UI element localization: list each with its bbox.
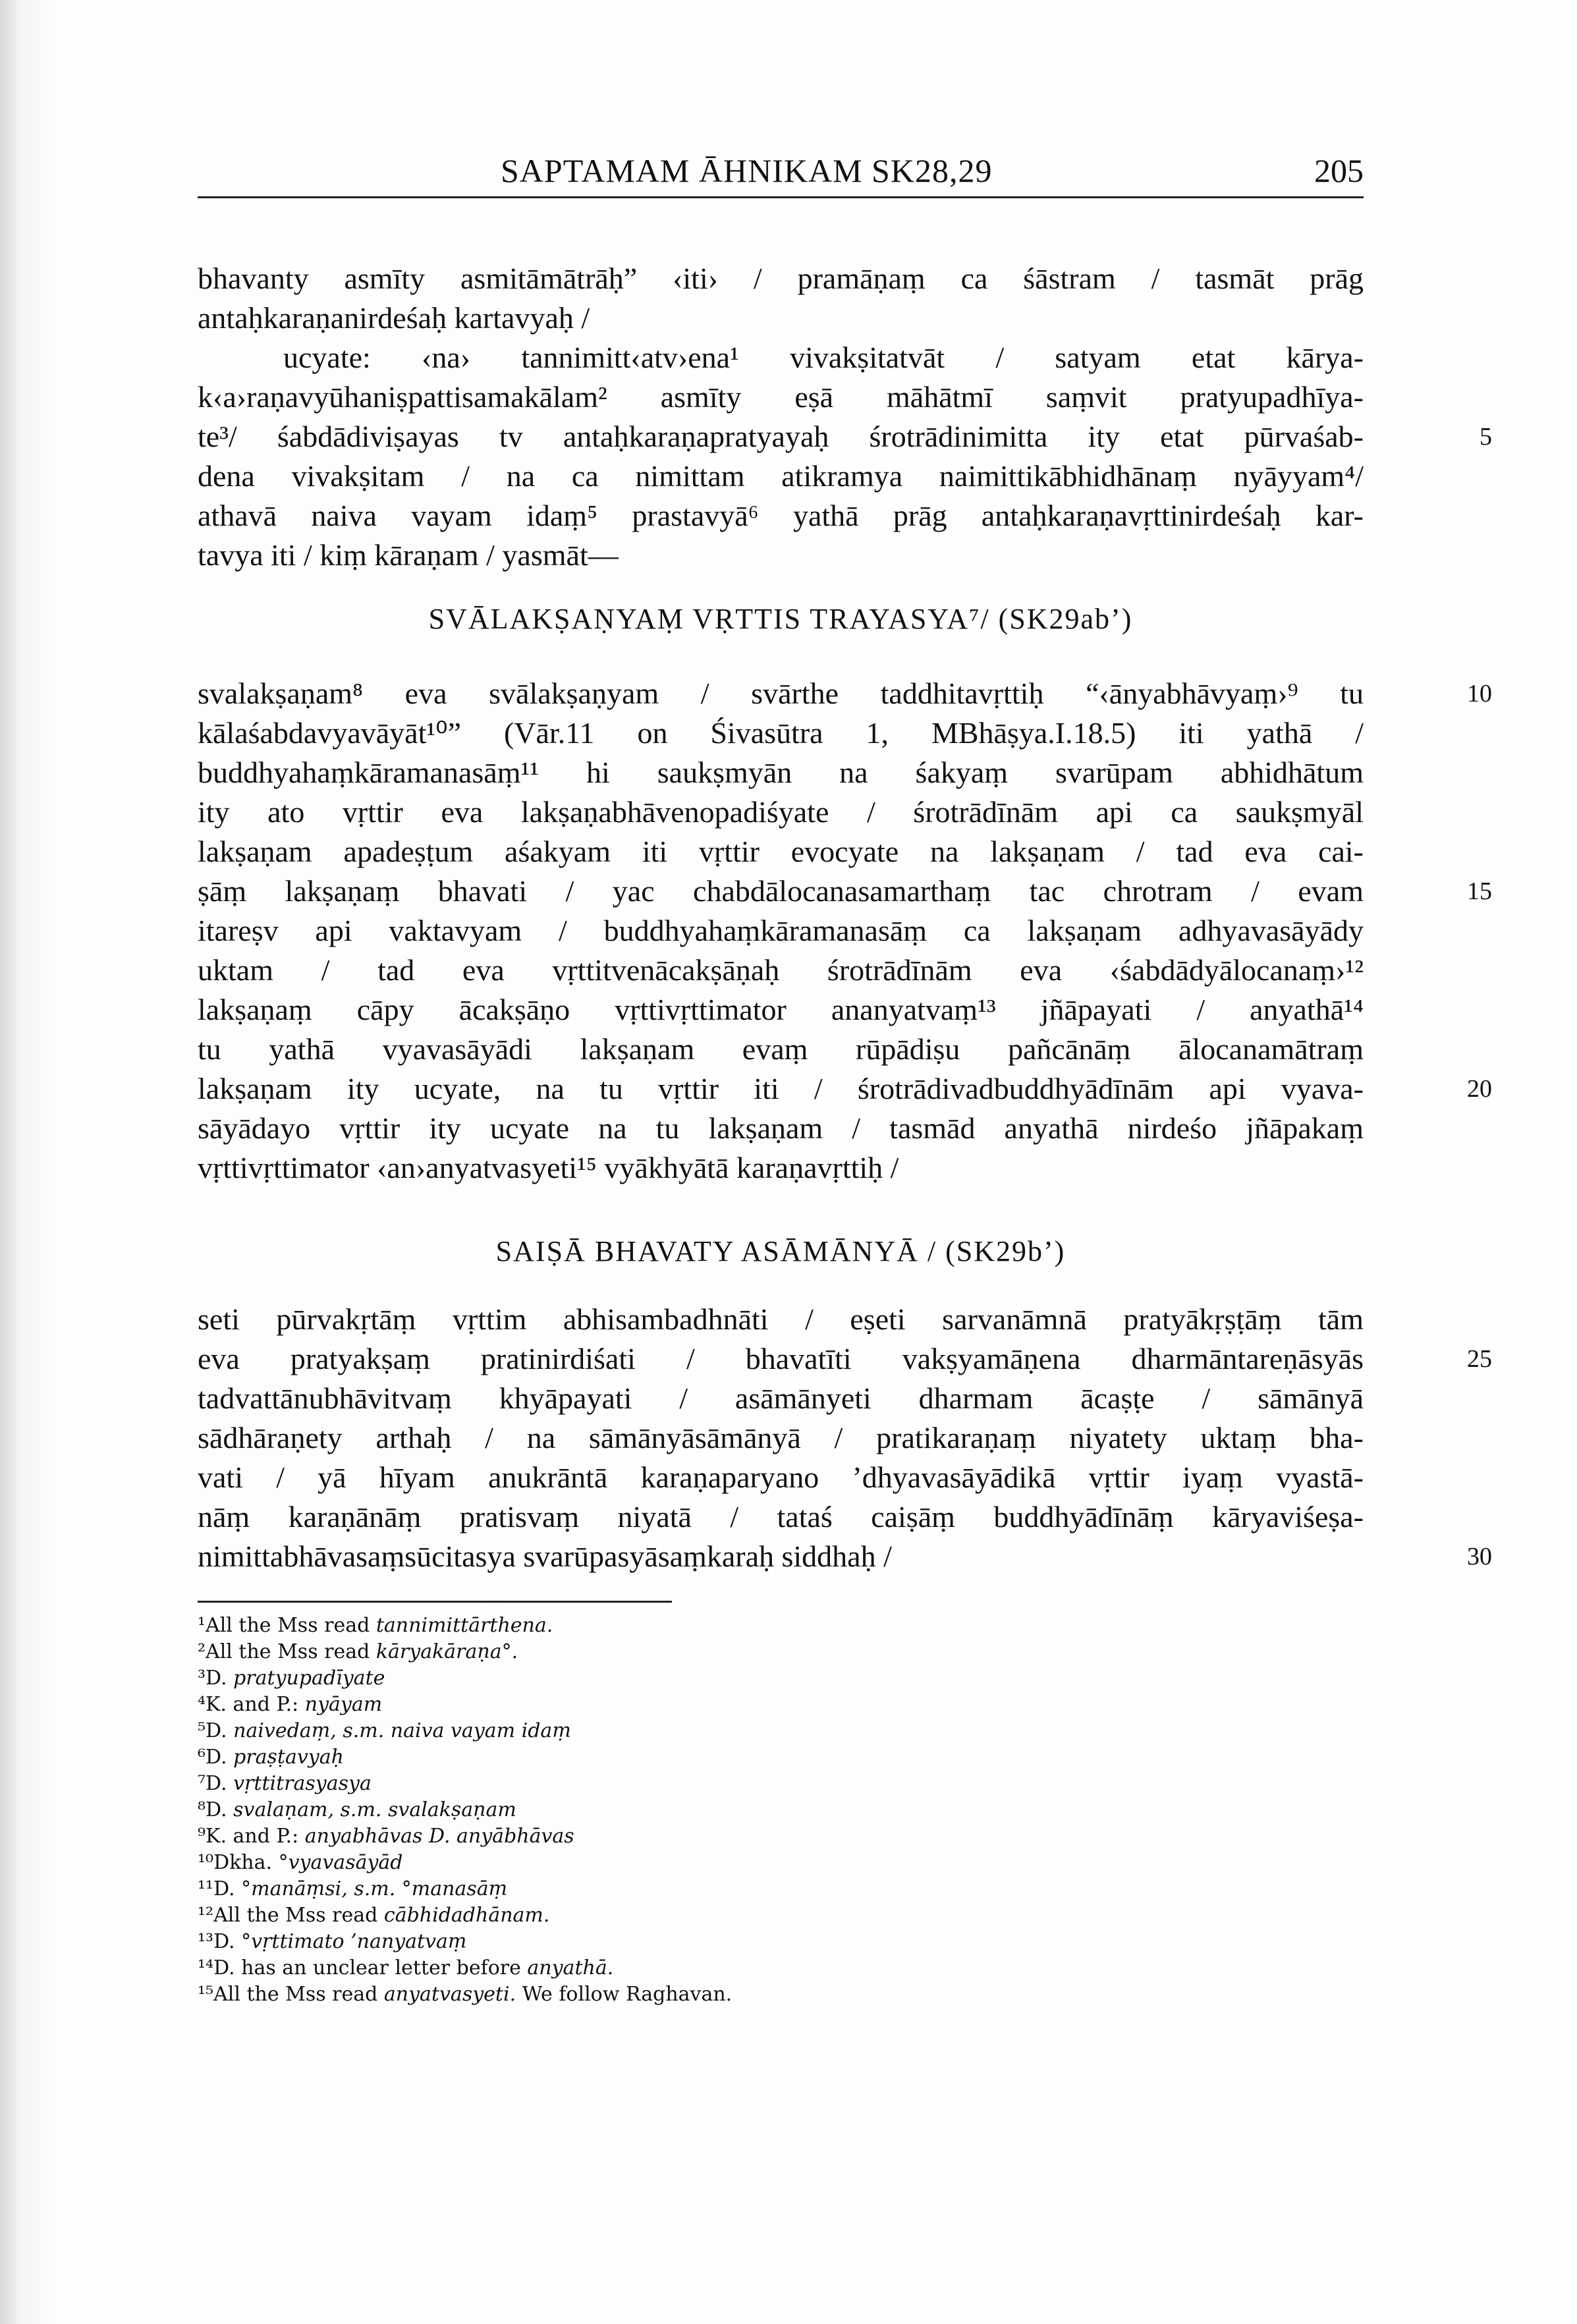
footnote: ⁷D. vṛttitrasyasya <box>198 1772 372 1795</box>
text-line: vati / yā hīyam anukrāntā karaṇaparyano ’dhyavasāyādikā vṛttir iyaṃ vyastā- <box>198 1460 1364 1494</box>
text-line: ṣāṃ lakṣaṇaṃ bhavati / yac chabdālocanasamarthaṃ tac chrotram / evam <box>198 874 1364 908</box>
line-number: 25 <box>1467 1345 1492 1373</box>
footnote: ¹¹D. °manāṃsi, s.m. °manasāṃ <box>198 1877 508 1900</box>
footnote: ⁵D. naivedaṃ, s.m. naiva vayam idaṃ <box>198 1719 571 1742</box>
footnote: ³D. pratyupadīyate <box>198 1667 385 1690</box>
text-line: ity ato vṛttir eva lakṣaṇabhāvenopadiśyate / śrotrādīnām api ca saukṣmyāl <box>198 795 1364 829</box>
footnote: ¹All the Mss read tannimittārthena. <box>198 1614 553 1637</box>
line-number: 10 <box>1467 680 1492 707</box>
section-heading: SAIṢĀ BHAVATY ASĀMĀNYĀ / (SK29b’) <box>495 1235 1066 1267</box>
footnote: ⁹K. and P.: anyabhāvas D. anyābhāvas <box>198 1825 574 1848</box>
line-number: 20 <box>1467 1075 1492 1103</box>
footnote: ⁴K. and P.: nyāyam <box>198 1693 383 1716</box>
text-line: nimittabhāvasaṃsūcitasya svarūpasyāsaṃkaraḥ siddhaḥ / <box>198 1539 892 1573</box>
text-line: sāyādayo vṛttir ity ucyate na tu lakṣaṇam / tasmād anyathā nirdeśo jñāpakaṃ <box>198 1111 1364 1145</box>
text-line: svalakṣaṇam⁸ eva svālakṣaṇyam / svārthe taddhitavṛttiḥ “‹ānyabhāvyaṃ›⁹ tu <box>198 677 1364 710</box>
text-line: kālaśabdavyavāyāt¹⁰” (Vār.11 on Śivasūtra 1, MBhāṣya.I.18.5) iti yathā / <box>198 716 1364 750</box>
text-line: eva pratyakṣaṃ pratinirdiśati / bhavatīti vakṣyamāṇena dharmāntareṇāsyās <box>198 1342 1364 1375</box>
footnote: ¹⁴D. has an unclear letter before anyathā. <box>198 1956 614 1979</box>
text-line: vṛttivṛttimator ‹an›anyatvasyeti¹⁵ vyākhyātā karaṇavṛttiḥ / <box>198 1151 899 1184</box>
footnote: ¹⁵All the Mss read anyatvasyeti. We follow Raghavan. <box>198 1983 733 2006</box>
text-line: bhavanty asmīty asmitāmātrāḥ” ‹iti› / pramāṇaṃ ca śāstram / tasmāt prāg <box>198 262 1364 295</box>
section-heading: SVĀLAKṢAṆYAṂ VṚTTIS TRAYASYA⁷/ (SK29ab’) <box>428 603 1133 635</box>
text-line: lakṣaṇam ity ucyate, na tu vṛttir iti / śrotrādivadbuddhyādīnām api vyava- <box>198 1072 1364 1105</box>
text-line: dena vivakṣitam / na ca nimittam atikramya naimittikābhidhānaṃ nyāyyam⁴/ <box>198 459 1364 493</box>
footnote-rule <box>198 1601 672 1603</box>
text-line: tavya iti / kiṃ kāraṇam / yasmāt— <box>198 538 619 572</box>
running-header <box>198 144 1364 198</box>
text-line: tadvattānubhāvitvaṃ khyāpayati / asāmānyeti dharmam ācaṣṭe / sāmānyā <box>198 1381 1364 1415</box>
text-line: itareṣv api vaktavyam / buddhyahaṃkāramanasāṃ ca lakṣaṇam adhyavasāyādy <box>198 914 1364 947</box>
text-line: lakṣaṇam apadeṣṭum aśakyam iti vṛttir evocyate na lakṣaṇam / tad eva cai- <box>198 835 1364 868</box>
footnote: ²All the Mss read kāryakāraṇa°. <box>198 1640 518 1663</box>
text-line: nāṃ karaṇānāṃ pratisvaṃ niyatā / tataś caiṣāṃ buddhyādīnāṃ kāryaviśeṣa- <box>198 1500 1364 1534</box>
text-line: lakṣaṇaṃ cāpy ācakṣāṇo vṛttivṛttimator ananyatvaṃ¹³ jñāpayati / anyathā¹⁴ <box>198 993 1364 1026</box>
footnote: ⁸D. svalaṇam, s.m. svalakṣaṇam <box>198 1798 516 1821</box>
line-number: 5 <box>1480 423 1492 451</box>
line-number: 30 <box>1467 1543 1492 1570</box>
text-line: ucyate: ‹na› tannimitt‹atv›ena¹ vivakṣitatvāt / satyam etat kārya- <box>283 341 1364 374</box>
page-number: 205 <box>1314 152 1364 189</box>
footnote: ¹²All the Mss read cābhidadhānam. <box>198 1904 550 1927</box>
text-line: te³/ śabdādiviṣayas tv antaḥkaraṇapratyayaḥ śrotrādinimitta ity etat pūrvaśab- <box>198 420 1364 453</box>
text-line: antaḥkaraṇanirdeśaḥ kartavyaḥ / <box>198 301 590 335</box>
header-title: SAPTAMAM ĀHNIKAM SK28,29 <box>501 152 993 189</box>
text-line: sādhāraṇety arthaḥ / na sāmānyāsāmānyā / pratikaraṇaṃ niyatety uktaṃ bha- <box>198 1421 1364 1454</box>
text-line: athavā naiva vayam idaṃ⁵ prastavyā⁶ yathā prāg antaḥkaraṇavṛttinirdeśaḥ kar- <box>198 499 1364 532</box>
text-line: seti pūrvakṛtāṃ vṛttim abhisambadhnāti / eṣeti sarvanāmnā pratyākṛṣṭāṃ tām <box>198 1302 1364 1336</box>
text-line: tu yathā vyavasāyādi lakṣaṇam evaṃ rūpādiṣu pañcānāṃ ālocanamātraṃ <box>198 1032 1364 1066</box>
footnote: ¹³D. °vṛttimato ’nanyatvaṃ <box>198 1930 467 1953</box>
text-line: uktam / tad eva vṛttitvenācakṣāṇaḥ śrotrādīnām eva ‹śabdādyālocanaṃ›¹² <box>198 953 1364 987</box>
line-number: 15 <box>1467 877 1492 905</box>
text-line: buddhyahaṃkāramanasāṃ¹¹ hi saukṣmyān na śakyaṃ svarūpam abhidhātum <box>198 756 1364 789</box>
footnote: ¹⁰Dkha. °vyavasāyād <box>198 1851 403 1874</box>
footnote: ⁶D. praṣṭavyaḥ <box>198 1746 344 1769</box>
text-line: k‹a›raṇavyūhaniṣpattisamakālam² asmīty eṣā māhātmī saṃvit pratyupadhīya- <box>198 380 1364 414</box>
